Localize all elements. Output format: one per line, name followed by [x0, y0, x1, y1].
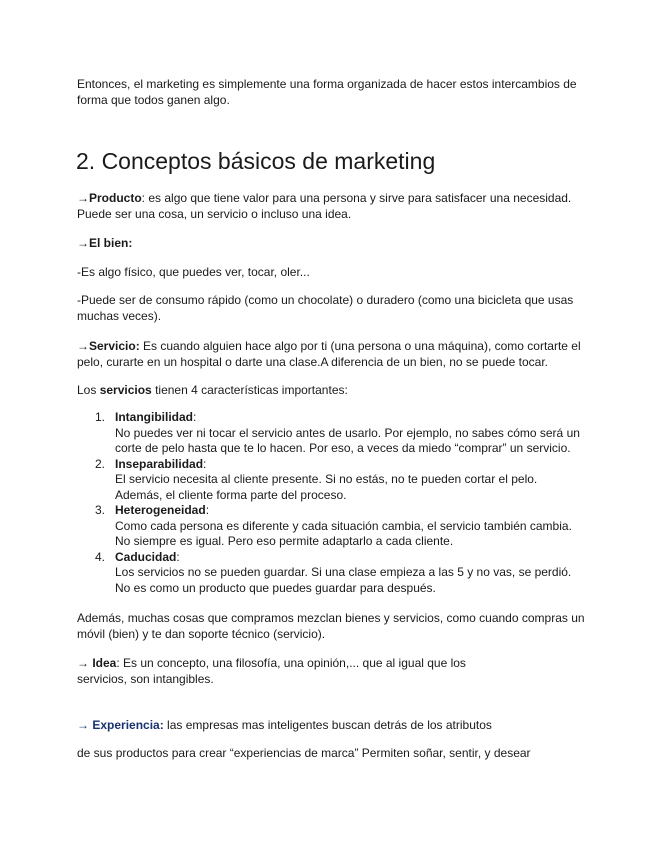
producto-term: Producto — [89, 191, 142, 205]
item-text: Como cada persona es diferente y cada situación cambia, el servicio también cambia. No siempre es igual. Pero eso permite adaptarlo a cada cliente. — [115, 518, 572, 548]
item-term: Inseparabilidad — [115, 456, 204, 471]
experiencia-term: Experiencia: — [92, 718, 164, 732]
experiencia-text: las empresas mas inteligentes buscan detrás de los atributos — [163, 718, 492, 732]
list-item — [95, 457, 585, 504]
item-term: Intangibilidad — [115, 410, 193, 424]
item-text: No puedes ver ni tocar el servicio antes de usarlo. Por ejemplo, no sabes cómo será un corte de pelo hasta que te lo hacen. Por eso, a veces da miedo “comprar” un servicio. — [115, 425, 580, 455]
arrow-glyph: → — [77, 718, 93, 732]
item-colon: : — [176, 549, 180, 564]
list-number: 4. — [95, 549, 106, 564]
list-item — [95, 503, 585, 550]
servicios-term: servicios — [99, 383, 152, 397]
servicios-post: tienen 4 características importantes: — [151, 383, 348, 397]
arrow-glyph: → — [77, 339, 89, 353]
idea-term: Idea — [92, 656, 117, 670]
item-term: Heterogeneidad — [115, 503, 206, 517]
servicio-text: Es cuando alguien hace algo por ti (una persona o una máquina), como cortarte el pelo, curarte en un hospital o darte una clase.A diferencia de un bien, no se puede tocar. — [77, 339, 581, 369]
item-colon: : — [193, 410, 197, 424]
producto-text: : es algo que tiene valor para una persona y sirve para satisfacer una necesidad. Puede ser una cosa, un servicio o incluso una idea. — [77, 191, 572, 221]
item-colon: : — [205, 503, 210, 517]
list-number: 3. — [95, 503, 106, 517]
servicios-intro — [77, 382, 582, 398]
servicios-pre: Los — [77, 383, 100, 397]
servicio-term: Servicio: — [89, 339, 140, 353]
experiencia-paragraph — [77, 717, 582, 733]
intro-paragraph: Entonces, el marketing es simplemente una forma organizada de hacer estos intercambios de forma que todos ganen algo. — [77, 77, 577, 107]
item-colon: : — [203, 456, 207, 471]
item-text: Los servicios no se pueden guardar. Si una clase empieza a las 5 y no vas, se perdió. No es como un producto que puedes guardar para después. — [115, 565, 572, 595]
item-text: El servicio necesita al cliente presente. Si no estás, no te pueden cortar el pelo. Además, el cliente forma parte del proceso. — [115, 472, 538, 502]
bien-line-1: -Es algo físico, que puedes ver, tocar, oler... — [77, 265, 310, 279]
servicio-paragraph — [77, 338, 587, 370]
list-item — [95, 410, 585, 457]
arrow-glyph: → — [77, 656, 93, 670]
bien-heading — [77, 235, 582, 251]
item-term: Caducidad — [115, 549, 177, 564]
caracteristicas-list — [95, 410, 585, 596]
section-heading: 2. Conceptos básicos de marketing — [76, 148, 436, 174]
list-item — [95, 550, 585, 597]
bien-term: El bien: — [89, 236, 133, 250]
experiencia-line-2: de sus productos para crear “experiencias de marca” Permiten soñar, sentir, y desear — [77, 746, 531, 760]
producto-paragraph — [77, 190, 587, 222]
idea-paragraph — [77, 655, 477, 687]
arrow-glyph: → — [77, 236, 89, 250]
arrow-glyph: → — [77, 191, 89, 205]
bien-line-2: -Puede ser de consumo rápido (como un chocolate) o duradero (como una bicicleta que usas muchas veces). — [77, 293, 574, 323]
idea-text: : Es un concepto, una filosofía, una opinión,... que al igual que los servicios, son intangibles. — [77, 656, 466, 686]
list-number: 2. — [95, 456, 106, 471]
mezcla-paragraph: Además, muchas cosas que compramos mezclan bienes y servicios, como cuando compras un móvil (bien) y te dan soporte técnico (servicio). — [77, 611, 585, 641]
list-number: 1. — [95, 410, 106, 424]
